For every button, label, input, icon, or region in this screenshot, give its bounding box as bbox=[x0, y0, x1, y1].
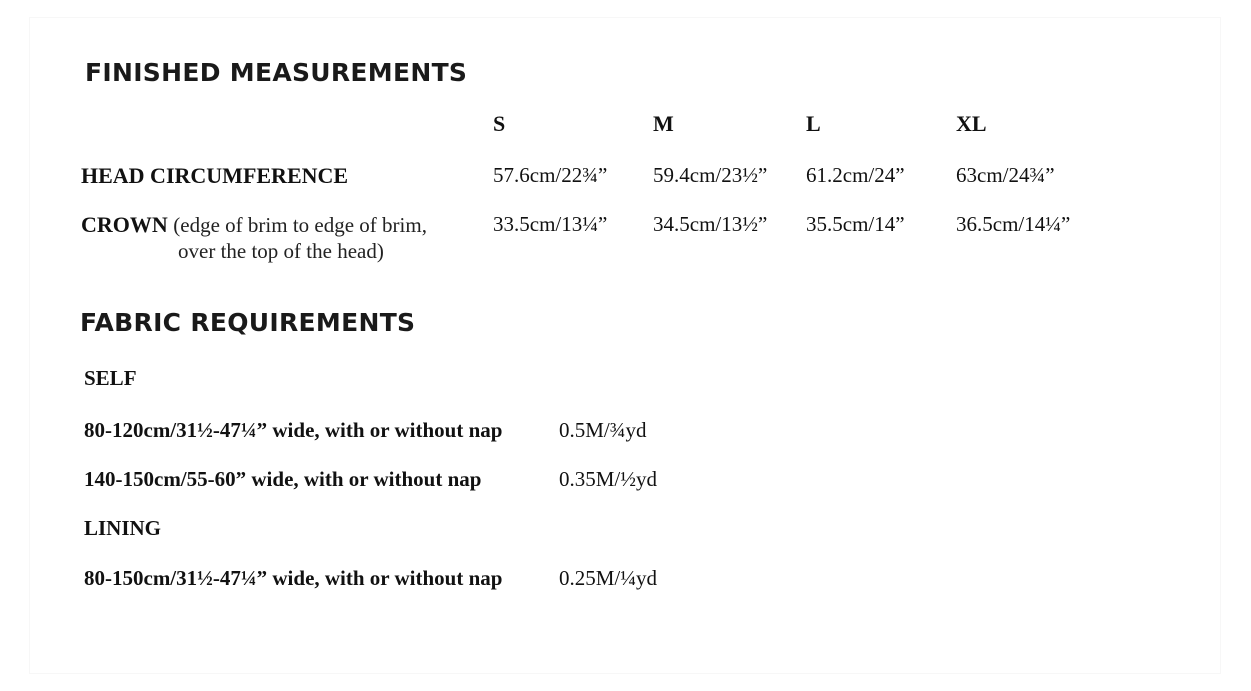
head-circumference-l: 61.2cm/24” bbox=[806, 163, 905, 187]
head-circumference-s: 57.6cm/22¾” bbox=[493, 163, 608, 187]
fabric-requirements-heading: FABRIC REQUIREMENTS bbox=[80, 308, 416, 337]
crown-label-row bbox=[81, 212, 427, 238]
lining-fabric-1-amount: 0.25M/¼yd bbox=[559, 566, 658, 590]
size-header-m: M bbox=[653, 111, 674, 136]
crown-l: 35.5cm/14” bbox=[806, 212, 905, 236]
head-circumference-label: HEAD CIRCUMFERENCE bbox=[81, 163, 349, 188]
size-header-xl: XL bbox=[956, 111, 987, 136]
crown-note-continued: over the top of the head) bbox=[178, 239, 384, 263]
crown-xl: 36.5cm/14¼” bbox=[956, 212, 1071, 236]
finished-measurements-heading: FINISHED MEASUREMENTS bbox=[85, 58, 468, 87]
crown-note: (edge of brim to edge of brim, bbox=[173, 213, 427, 237]
crown-s: 33.5cm/13¼” bbox=[493, 212, 608, 236]
self-fabric-1-label: 80-120cm/31½-47¼” wide, with or without nap bbox=[84, 418, 503, 442]
size-header-l: L bbox=[806, 111, 821, 136]
lining-fabric-1-label: 80-150cm/31½-47¼” wide, with or without nap bbox=[84, 566, 503, 590]
self-subheading: SELF bbox=[84, 366, 137, 390]
self-fabric-2-amount: 0.35M/½yd bbox=[559, 467, 658, 491]
crown-label: CROWN bbox=[81, 212, 168, 237]
self-fabric-2-label: 140-150cm/55-60” wide, with or without nap bbox=[84, 467, 482, 491]
head-circumference-xl: 63cm/24¾” bbox=[956, 163, 1055, 187]
crown-m: 34.5cm/13½” bbox=[653, 212, 768, 236]
size-header-s: S bbox=[493, 111, 506, 136]
lining-subheading: LINING bbox=[84, 516, 162, 540]
self-fabric-1-amount: 0.5M/¾yd bbox=[559, 418, 647, 442]
head-circumference-m: 59.4cm/23½” bbox=[653, 163, 768, 187]
